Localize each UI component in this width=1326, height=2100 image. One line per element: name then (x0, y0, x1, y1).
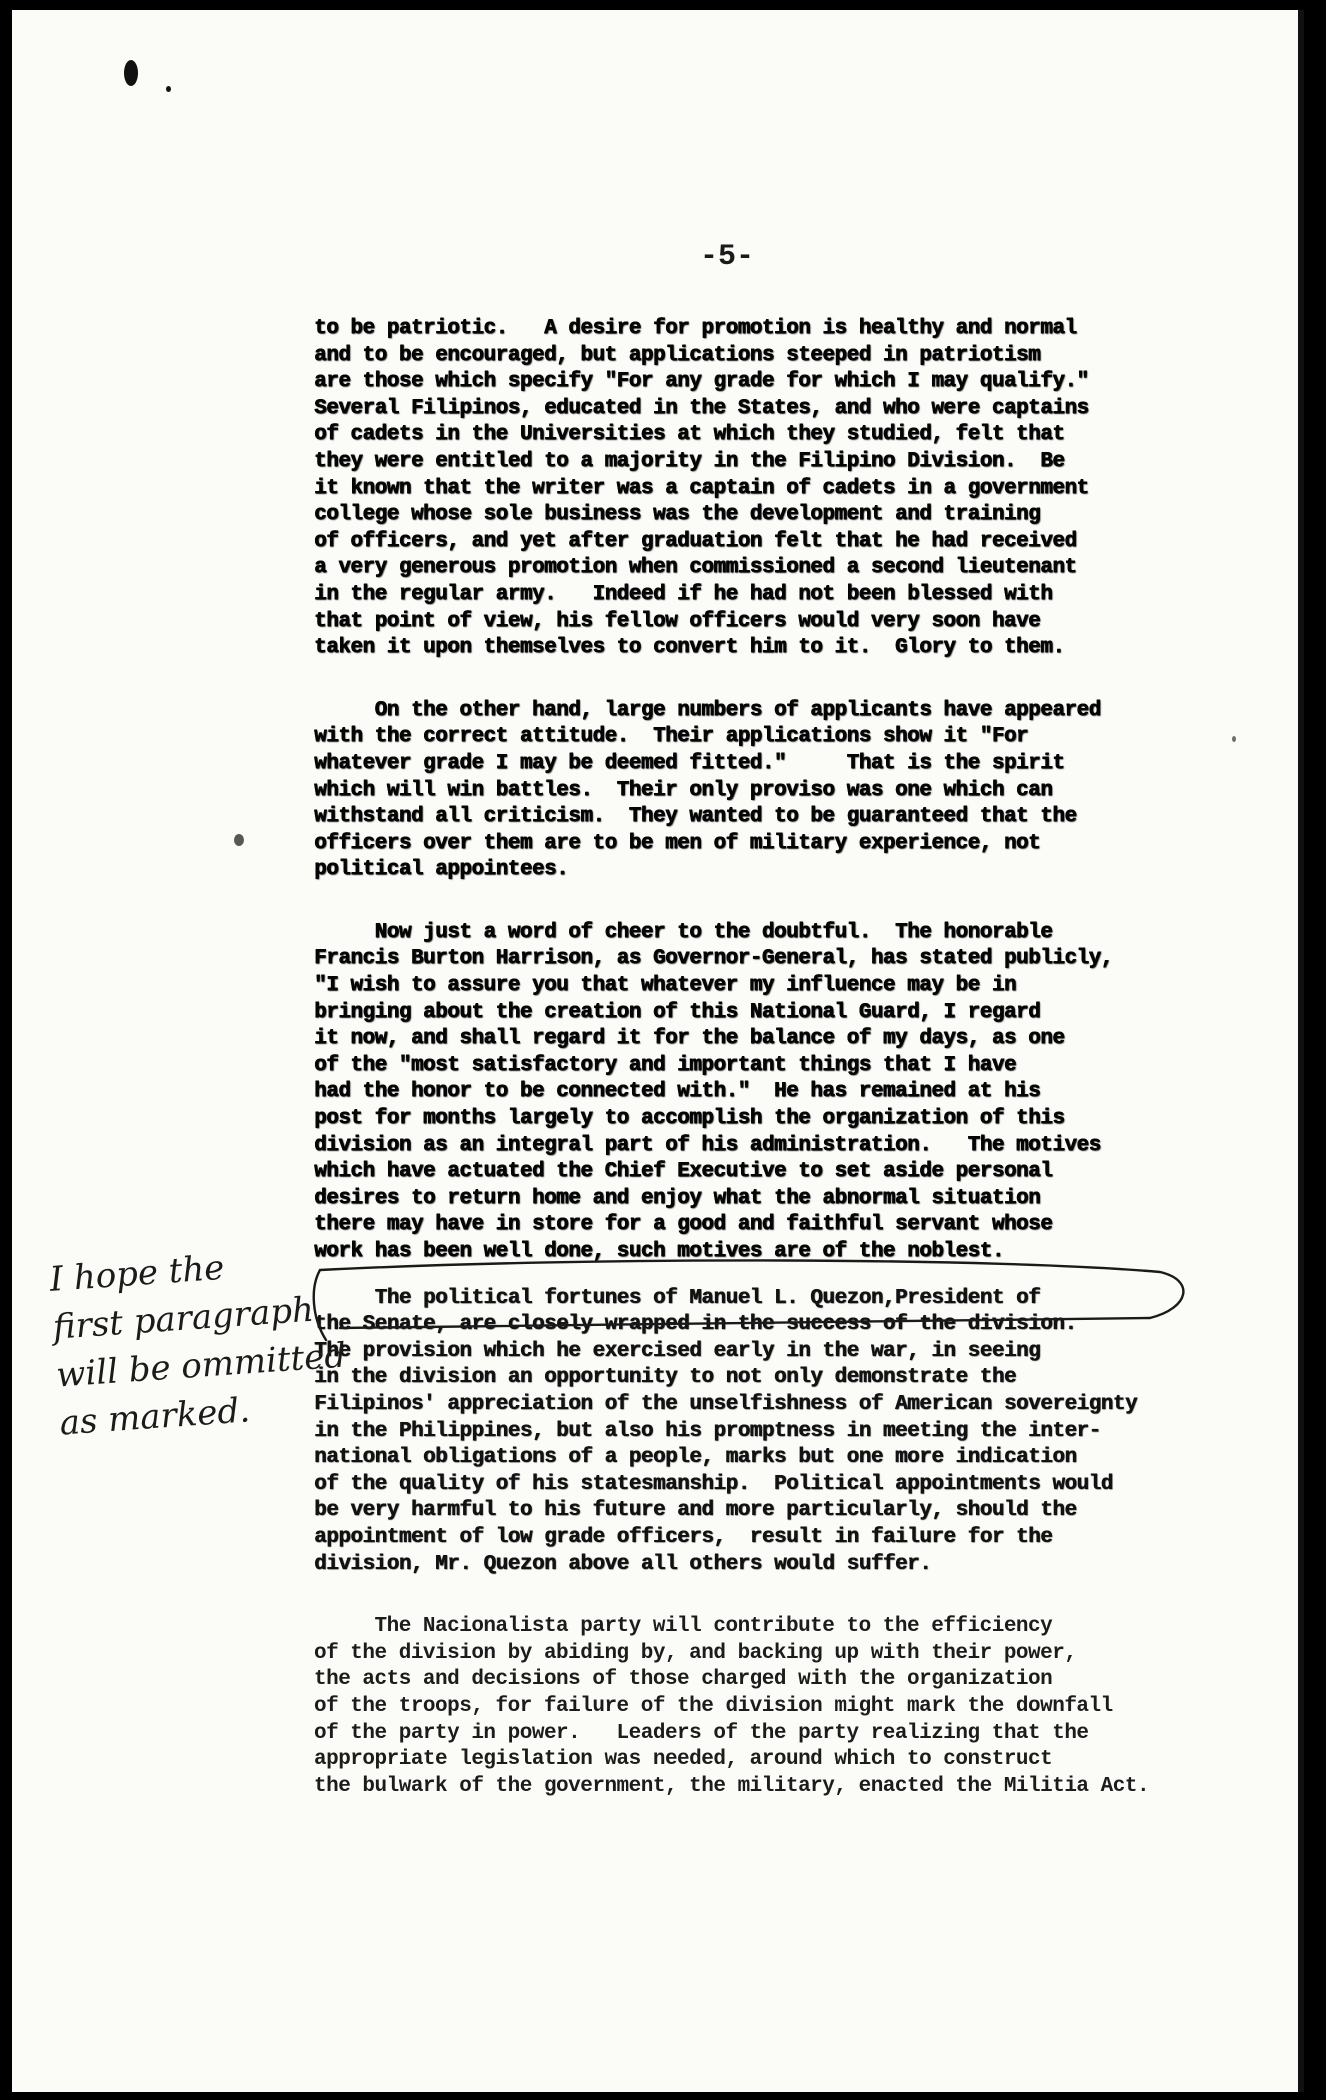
ink-speck (124, 60, 138, 86)
paragraph-applicants: On the other hand, large numbers of applicants have appeared with the correct attitude. Their applications show it "For whatever grade I may be deemed fitted." That is the spirit which will win battles. Their only proviso was one which can withstand all criticism. They wanted to be guaranteed that the officers over them are to be men of military experience, not political appointees. (314, 698, 1101, 882)
paragraph-harrison: Now just a word of cheer to the doubtful. The honorable Francis Burton Harrison, as Governor-General, has stated publicly, "I wish to assure you that whatever my influence may be in bringing about the creation of this National Guard, I regard it now, and shall regard it for the balance of my days, as one of the "most satisfactory and important things that I have had the honor to be connected with." He has remained at his post for months largely to accomplish the organization of this division as an integral part of his administration. The motives which have actuated the Chief Executive to set aside personal desires to return home and enjoy what the abnormal situation there may have in store for a good and faithful servant whose work has been well done, such motives are of the noblest. (314, 920, 1113, 1263)
ink-speck (166, 86, 171, 92)
paragraph-quezon: The political fortunes of Manuel L. Quezon,President of the Senate, are closely wrapped in the success of the division. The provision which he exercised early in the war, in seeing in the division an opportunity to not only demonstrate the Filipinos' appreciation of the unselfishness of American sovereignty in the Philippines, but also his promptness in meeting the inter- national obligations of a people, marks but one more indication of the quality of his statesmanship. Political appointments would be very harmful to his future and more particularly, should the appointment of low grade officers, result in failure for the division, Mr. Quezon above all others would suffer. (314, 1286, 1137, 1576)
body-text (314, 316, 1194, 1800)
handwritten-margin-note: I hope the first paragraph will be ommitted as marked. (48, 1247, 348, 1444)
paragraph-patriotism: to be patriotic. A desire for promotion is healthy and normal and to be encouraged, but applications steeped in patriotism are those which specify "For any grade for which I may qualify." Several Filipinos, educated in the States, and who were captains of cadets in the Universities at which they studied, felt that they were entitled to a majority in the Filipino Division. Be it known that the writer was a captain of cadets in a government college whose sole business was the development and training of officers, and yet after graduation felt that he had received a very generous promotion when commissioned a second lieutenant in the regular army. Indeed if he had not been blessed with that point of view, his fellow officers would very soon have taken it upon themselves to convert him to it. Glory to them. (314, 317, 1089, 660)
ink-speck (234, 834, 244, 846)
paragraph-nacionalista: The Nacionalista party will contribute to the efficiency of the division by abiding by, and backing up with their power, the acts and decisions of those charged with the organization of the troops, for failure of the division might mark the downfall of the party in power. Leaders of the party realizing that the appropriate legislation was needed, around which to construct the bulwark of the government, the military, enacted the Militia Act. (314, 1615, 1150, 1798)
page-number: -5- (700, 240, 755, 274)
ink-speck (1232, 736, 1236, 742)
